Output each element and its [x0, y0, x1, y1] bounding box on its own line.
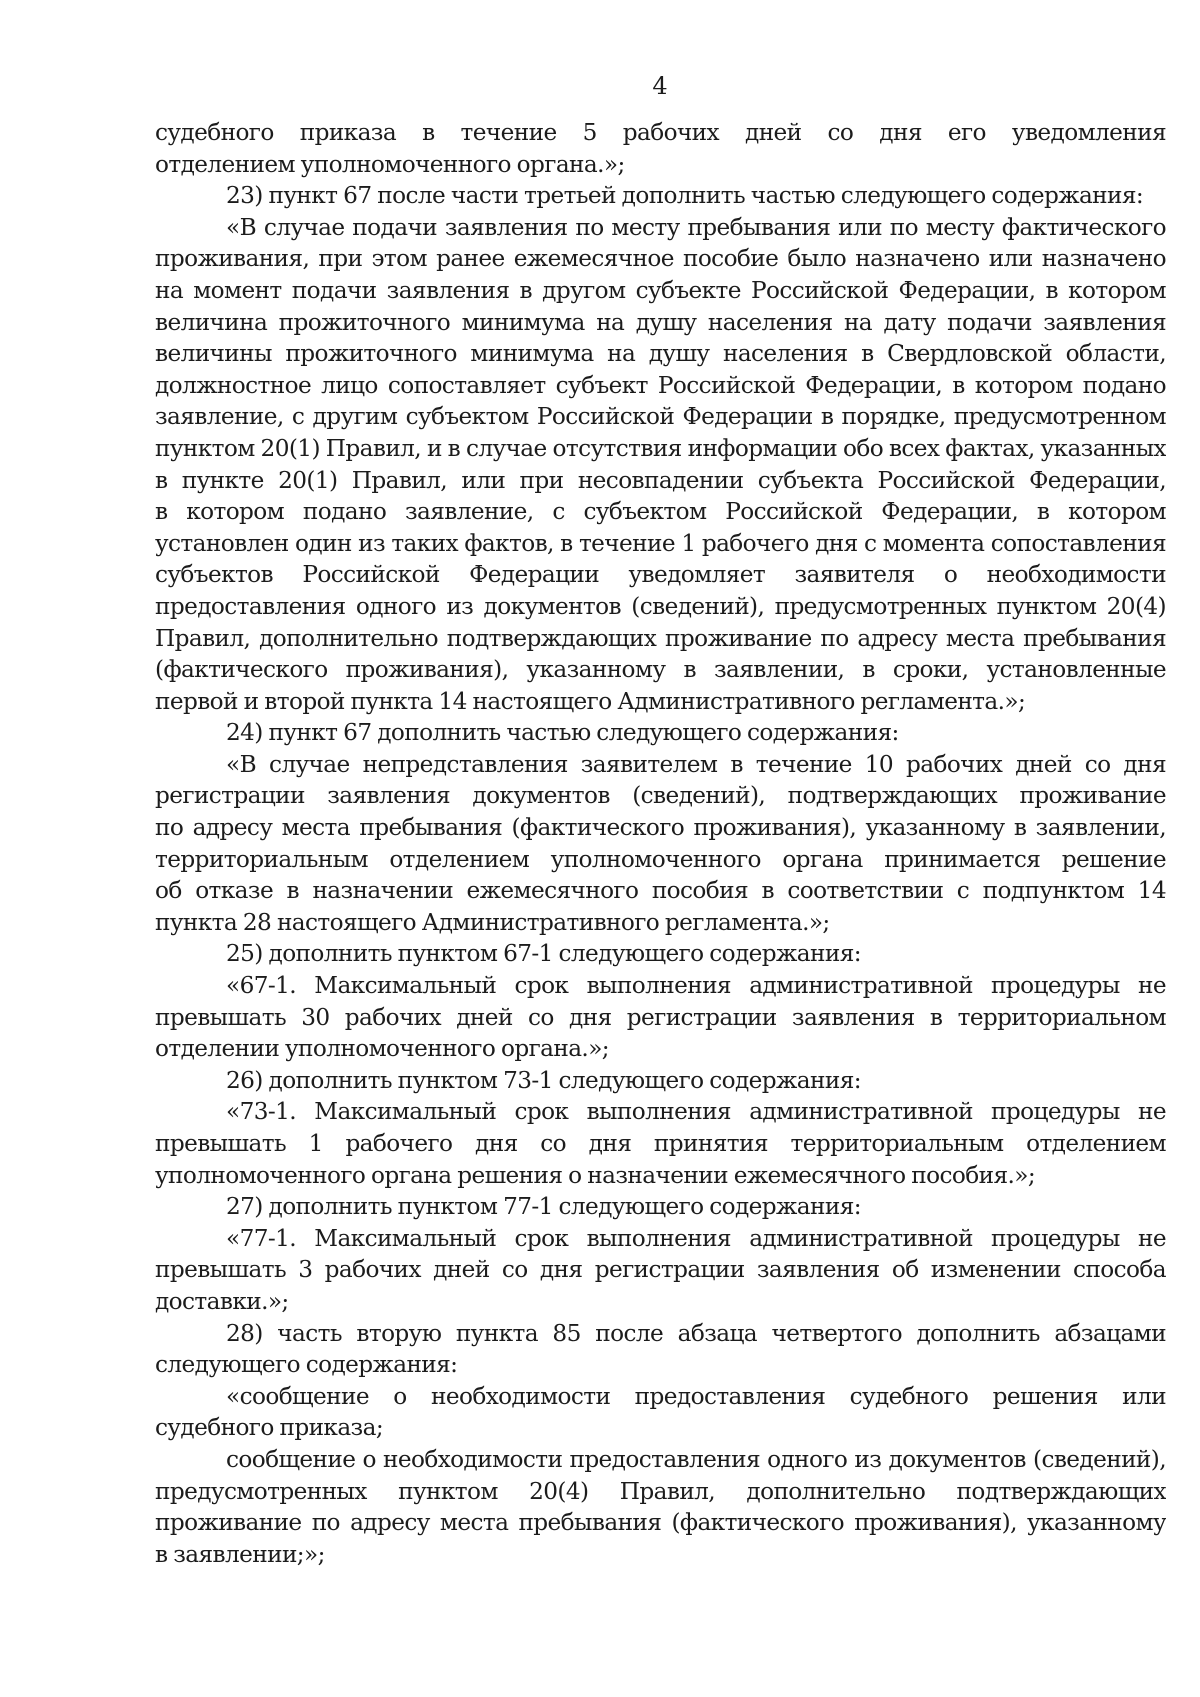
text-line: 25) дополнить пунктом 67-1 следующего содержания:	[226, 940, 861, 968]
text-line: «77-1. Максимальный срок выполнения административной процедуры не	[226, 1224, 1166, 1252]
text-line: «67-1. Максимальный срок выполнения административной процедуры не	[226, 972, 1166, 1000]
text-line: пунктом 20(1) Правил, и в случае отсутствия информации обо всех фактах, указанных	[155, 434, 1166, 462]
text-line: судебного приказа в течение 5 рабочих дней со дня его уведомления	[155, 119, 1166, 146]
text-line: судебного приказа;	[155, 1414, 384, 1442]
text-line: превышать 1 рабочего дня со дня принятия территориальным отделением	[155, 1130, 1166, 1157]
text-line: первой и второй пункта 14 настоящего Административного регламента.»;	[155, 687, 1026, 715]
text-line: доставки.»;	[155, 1287, 289, 1315]
text-line: в пункте 20(1) Правил, или при несовпадении субъекта Российской Федерации,	[155, 466, 1166, 494]
text-line: 24) пункт 67 дополнить частью следующего содержания:	[226, 719, 899, 747]
text-line: предоставления одного из документов (сведений), предусмотренных пунктом 20(4)	[155, 592, 1166, 620]
text-line: в котором подано заявление, с субъектом Российской Федерации, в котором	[155, 498, 1166, 526]
text-line: (фактического проживания), указанному в заявлении, в сроки, установленные	[155, 656, 1166, 684]
text-line: отделением уполномоченного органа.»;	[155, 150, 625, 178]
text-line: «сообщение о необходимости предоставления судебного решения или	[226, 1382, 1166, 1410]
document-body	[155, 117, 1166, 1570]
text-line: Правил, дополнительно подтверждающих проживание по адресу места пребывания	[155, 624, 1166, 652]
text-line: «В случае непредставления заявителем в течение 10 рабочих дней со дня	[226, 750, 1166, 778]
text-line: субъектов Российской Федерации уведомляет заявителя о необходимости	[155, 561, 1166, 589]
text-line: по адресу места пребывания (фактического проживания), указанному в заявлении,	[155, 814, 1166, 842]
text-line: превышать 3 рабочих дней со дня регистрации заявления об изменении способа	[155, 1256, 1166, 1284]
text-line: установлен один из таких фактов, в течение 1 рабочего дня с момента сопоставления	[155, 529, 1166, 557]
text-line: об отказе в назначении ежемесячного пособия в соответствии с подпунктом 14	[155, 877, 1166, 905]
text-line: предусмотренных пунктом 20(4) Правил, дополнительно подтверждающих	[155, 1477, 1166, 1505]
text-line: регистрации заявления документов (сведений), подтверждающих проживание	[155, 782, 1166, 810]
text-line: отделении уполномоченного органа.»;	[155, 1035, 609, 1063]
text-line: сообщение о необходимости предоставления одного из документов (сведений),	[226, 1445, 1166, 1473]
text-line: 23) пункт 67 после части третьей дополнить частью следующего содержания:	[226, 182, 1144, 210]
text-line: величины прожиточного минимума на душу населения в Свердловской области,	[155, 340, 1166, 368]
text-line: на момент подачи заявления в другом субъекте Российской Федерации, в котором	[155, 276, 1166, 304]
text-line: 28) часть вторую пункта 85 после абзаца четвертого дополнить абзацами	[226, 1319, 1166, 1347]
text-line: в заявлении;»;	[155, 1540, 325, 1568]
text-line: 26) дополнить пунктом 73-1 следующего содержания:	[226, 1066, 861, 1094]
text-line: «В случае подачи заявления по месту пребывания или по месту фактического	[226, 213, 1166, 241]
page-number: 4	[652, 72, 668, 100]
text-line: проживания, при этом ранее ежемесячное пособие было назначено или назначено	[155, 245, 1166, 273]
text-line: 27) дополнить пунктом 77-1 следующего содержания:	[226, 1193, 861, 1221]
text-line: превышать 30 рабочих дней со дня регистрации заявления в территориальном	[155, 1003, 1166, 1031]
text-line: пункта 28 настоящего Административного регламента.»;	[155, 908, 830, 936]
text-line: следующего содержания:	[155, 1351, 458, 1379]
text-line: проживание по адресу места пребывания (фактического проживания), указанному	[155, 1509, 1166, 1537]
text-line: территориальным отделением уполномоченного органа принимается решение	[155, 845, 1166, 873]
text-line: заявление, с другим субъектом Российской Федерации в порядке, предусмотренном	[155, 403, 1166, 431]
text-line: уполномоченного органа решения о назначении ежемесячного пособия.»;	[155, 1161, 1036, 1189]
text-line: «73-1. Максимальный срок выполнения административной процедуры не	[226, 1098, 1166, 1126]
text-line: величина прожиточного минимума на душу населения на дату подачи заявления	[155, 308, 1166, 336]
text-line: должностное лицо сопоставляет субъект Российской Федерации, в котором подано	[155, 371, 1166, 399]
